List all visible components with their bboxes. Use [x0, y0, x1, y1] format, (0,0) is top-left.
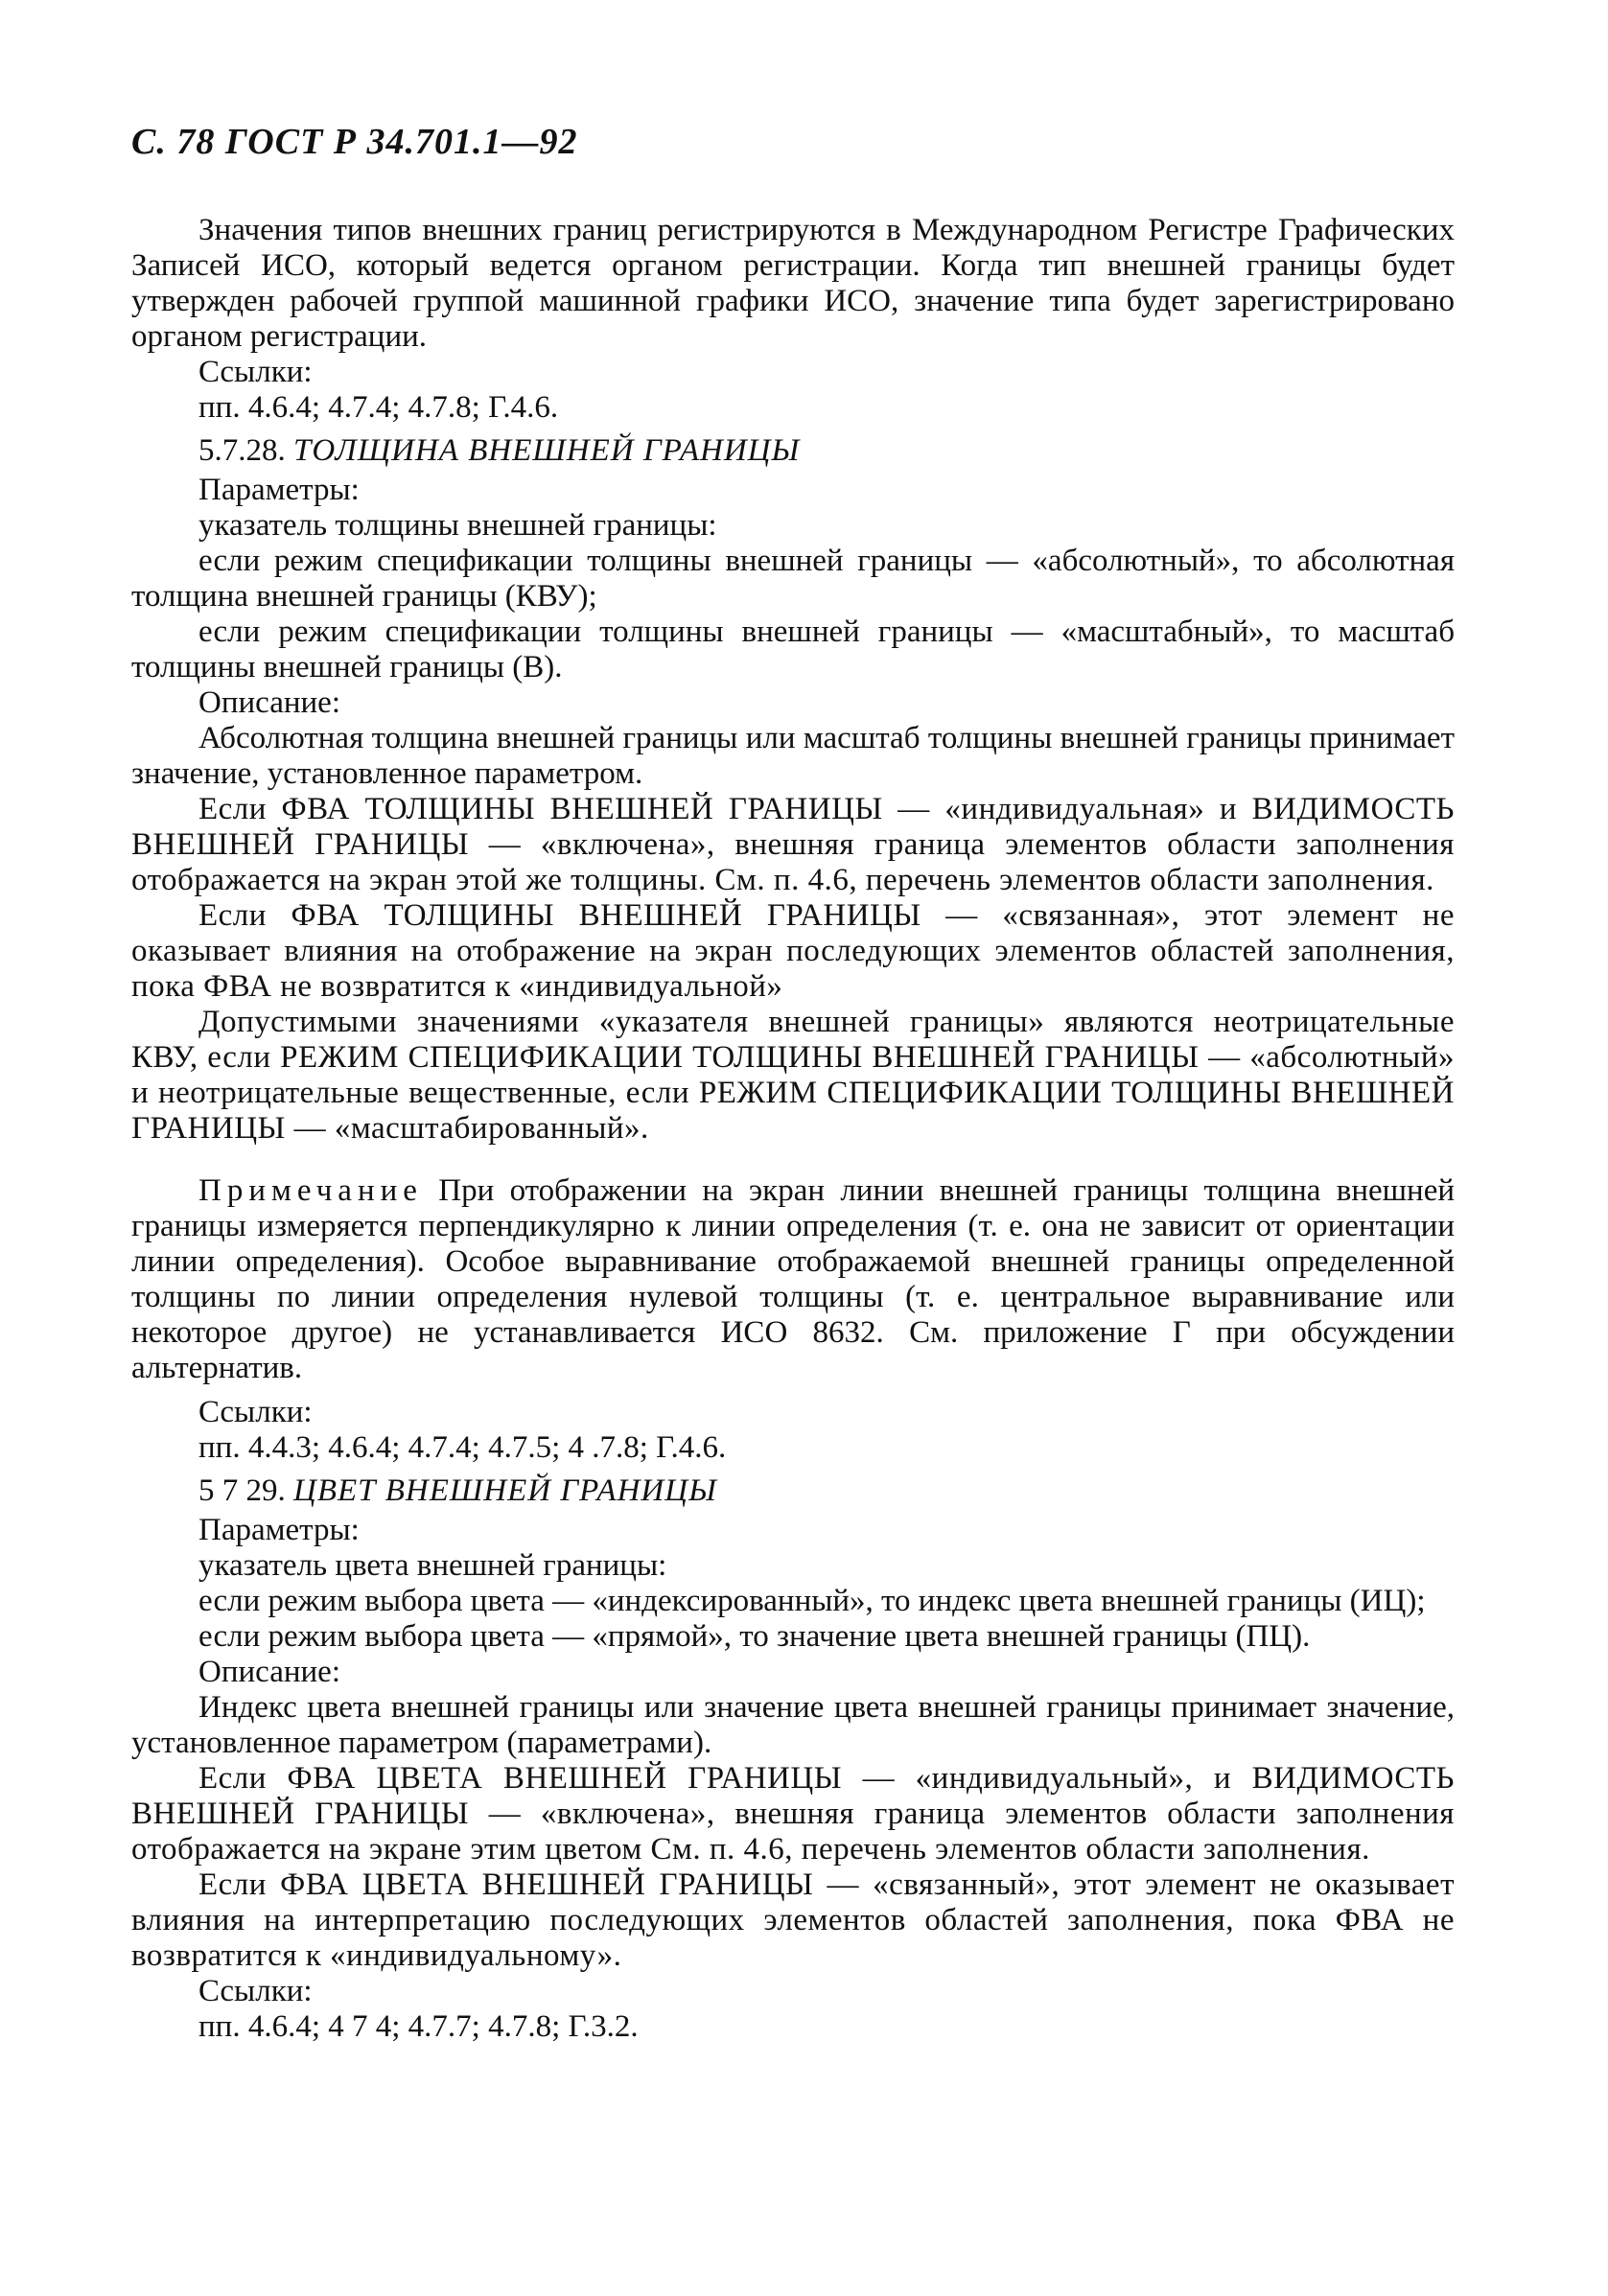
page-header: С. 78 ГОСТ Р 34.701.1—92: [131, 122, 578, 162]
refs-list: пп. 4.6.4; 4.7.4; 4.7.8; Г.4.6.: [198, 390, 559, 425]
section-number: 5.7.28.: [198, 433, 286, 468]
refs-list: пп. 4.6.4; 4 7 4; 4.7.7; 4.7.8; Г.3.2.: [198, 2009, 639, 2044]
section-heading-thickness: [131, 433, 1455, 469]
description-paragraph: Если ФВА ЦВЕТА ВНЕШНЕЙ ГРАНИЦЫ — «связанный», этот элемент не оказывает влияния на интерпретацию последующих элементов областей заполнения, пока ФВА не возвратится к «индивидуальному».: [131, 1867, 1455, 1973]
param-line: если режим спецификации толщины внешней границы — «масштабный», то масштаб толщины внешней границы (В).: [131, 615, 1455, 684]
refs-label: Ссылки:: [198, 1974, 313, 2008]
param-line: указатель цвета внешней границы:: [198, 1548, 667, 1583]
description-paragraph: Допустимыми значениями «указателя внешней границы» являются неотрицательные КВУ, если РЕЖИМ СПЕЦИФИКАЦИИ ТОЛЩИНЫ ВНЕШНЕЙ ГРАНИЦЫ — «абсолютный» и неотрицательные вещественные, если РЕЖИМ СПЕЦИФИКАЦИИ ТОЛЩИНЫ ВНЕШНЕЙ ГРАНИЦЫ — «масштабированный».: [131, 1005, 1455, 1146]
description-paragraph: Если ФВА ТОЛЩИНЫ ВНЕШНЕЙ ГРАНИЦЫ — «индивидуальная» и ВИДИМОСТЬ ВНЕШНЕЙ ГРАНИЦЫ — «включена», внешняя граница элементов области заполнения отображается на экран этой же толщины. См. п. 4.6, перечень элементов области заполнения.: [131, 792, 1455, 897]
refs-label: Ссылки:: [198, 1395, 313, 1429]
param-line: указатель толщины внешней границы:: [198, 508, 717, 543]
description-paragraph: Если ФВА ЦВЕТА ВНЕШНЕЙ ГРАНИЦЫ — «индивидуальный», и ВИДИМОСТЬ ВНЕШНЕЙ ГРАНИЦЫ — «включена», внешняя граница элементов области заполнения отображается на экране этим цветом См. п. 4.6, перечень элементов области заполнения.: [131, 1761, 1455, 1867]
note-label: Примечание: [198, 1173, 423, 1208]
section-title: ТОЛЩИНА ВНЕШНЕЙ ГРАНИЦЫ: [293, 433, 801, 468]
refs-list: пп. 4.4.3; 4.6.4; 4.7.4; 4.7.5; 4 .7.8; Г.4.6.: [198, 1430, 727, 1465]
param-line: если режим выбора цвета — «индексированный», то индекс цвета внешней границы (ИЦ);: [198, 1584, 1426, 1618]
param-line: если режим выбора цвета — «прямой», то значение цвета внешней границы (ПЦ).: [198, 1619, 1311, 1654]
description-paragraph: Индекс цвета внешней границы или значение цвета внешней границы принимает значение, установленное параметром (параметрами).: [131, 1690, 1455, 1760]
note-paragraph: [131, 1173, 1455, 1386]
section-heading-color: [131, 1473, 1455, 1509]
param-line: если режим спецификации толщины внешней границы — «абсолютный», то абсолютная толщина внешней границы (КВУ);: [131, 544, 1455, 614]
section-number: 5 7 29.: [198, 1473, 286, 1508]
description-paragraph: Абсолютная толщина внешней границы или масштаб толщины внешней границы принимает значение, установленное параметром.: [131, 721, 1455, 791]
params-label: Параметры:: [198, 1513, 360, 1547]
section-title: ЦВЕТ ВНЕШНЕЙ ГРАНИЦЫ: [293, 1473, 717, 1508]
note-text: При отображении на экран линии внешней границы толщина внешней границы измеряется перпендикулярно к линии определения (т. е. она не зависит от ориентации линии определения). Особое выравнивание отображаемой внешней границы определенной толщины по линии определения нулевой толщины (т. е. центральное выравнивание или некоторое другое) не устанавливается ИСО 8632. См. приложение Г при обсуждении альтернатив.: [131, 1173, 1456, 1385]
description-label: Описание:: [198, 1655, 340, 1689]
description-paragraph: Если ФВА ТОЛЩИНЫ ВНЕШНЕЙ ГРАНИЦЫ — «связанная», этот элемент не оказывает влияния на отображение на экран последующих элементов областей заполнения, пока ФВА не возвратится к «индивидуальной»: [131, 898, 1455, 1004]
paragraph-intro: Значения типов внешних границ регистрируются в Международном Регистре Графических Записей ИСО, который ведется органом регистрации. Когда тип внешней границы будет утвержден рабочей группой машинной графики ИСО, значение типа будет зарегистрировано органом регистрации.: [131, 213, 1455, 354]
refs-label: Ссылки:: [198, 355, 313, 389]
page-content: [131, 213, 1455, 2045]
params-label: Параметры:: [198, 473, 360, 507]
description-label: Описание:: [198, 685, 340, 720]
